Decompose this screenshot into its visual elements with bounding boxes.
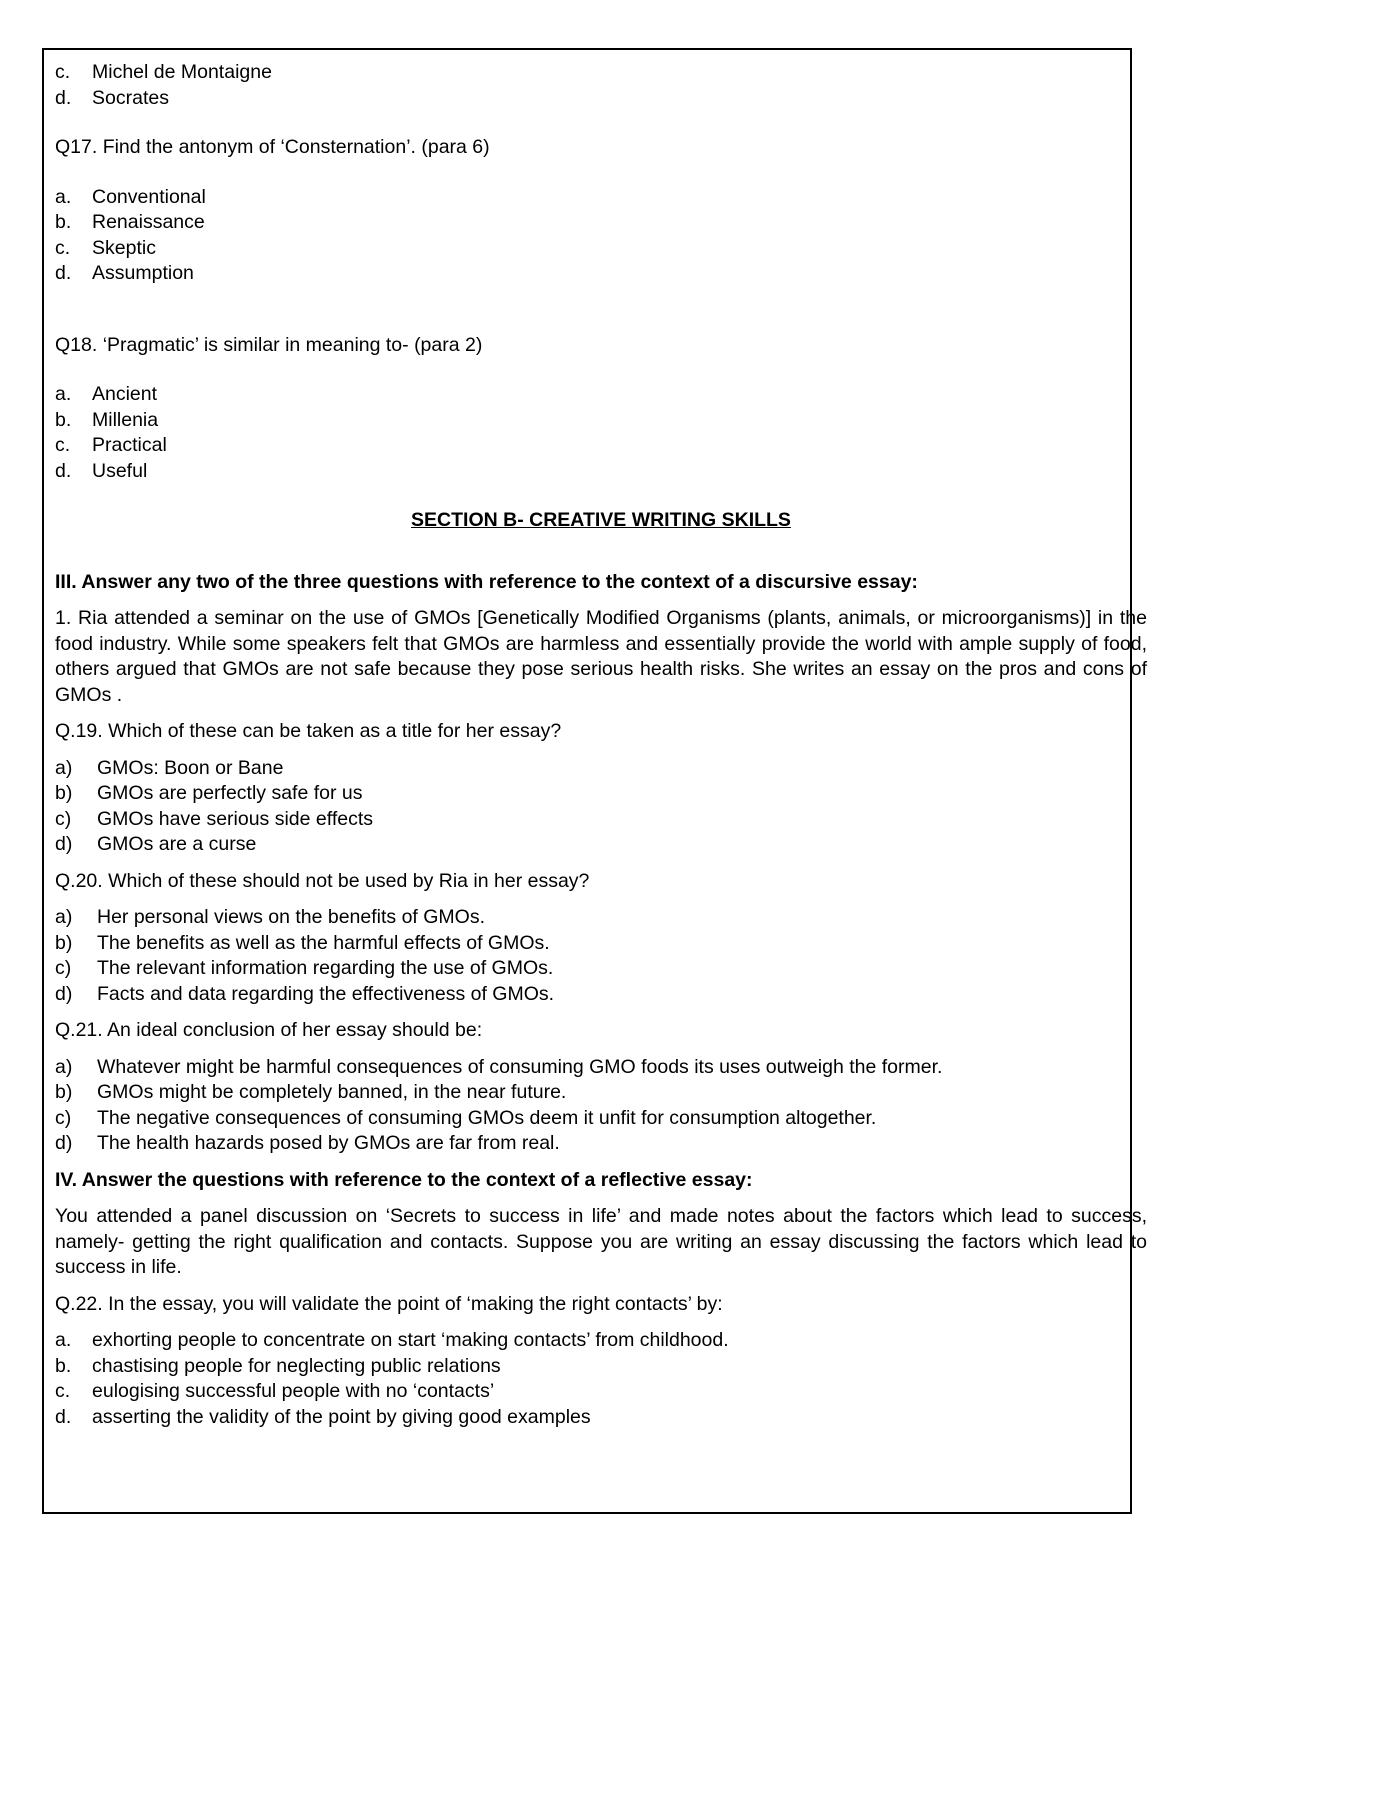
section-b-heading-text: SECTION B- CREATIVE WRITING SKILLS [411,509,791,531]
list-item [55,1405,1147,1431]
spacer [55,484,1147,508]
option-text: Millenia [92,408,159,431]
list-item [55,459,1147,485]
option-marker: b. [55,408,72,431]
q22-option-list [55,1328,1147,1430]
q20-option-list [55,905,1147,1007]
spacer [55,1044,1147,1055]
option-text: GMOs: Boon or Bane [97,756,284,779]
option-marker: d) [55,982,73,1005]
q19-option-list [55,756,1147,858]
option-marker: c. [55,61,71,83]
option-text: Michel de Montaigne [92,61,272,83]
list-item [55,60,1147,86]
list-item [55,905,1147,931]
option-marker: d) [55,833,73,855]
option-marker: c. [55,1380,71,1402]
list-item [55,210,1147,236]
option-marker: a. [55,185,72,208]
option-text: Assumption [92,262,194,284]
option-text: The health hazards posed by GMOs are far from real. [97,1132,560,1154]
option-marker: c) [55,1106,72,1129]
part-iii-context-paragraph: 1. Ria attended a seminar on the use of GMOs [Genetically Modified Organisms (plants, animals, or microorganisms)] in the food industry. While some speakers felt that GMOs are harmless and essentially provide the world with ample supply of food, others argued that GMOs are not safe because they pose serious health risks. She writes an essay on the pros and cons of GMOs . [55,607,1147,706]
option-text: GMOs are perfectly safe for us [97,782,363,804]
option-text: asserting the validity of the point by giving good examples [92,1405,591,1428]
spacer [55,595,1147,606]
option-text: Skeptic [92,236,156,259]
spacer [55,1007,1147,1018]
list-item [55,1080,1147,1106]
question-q22-prompt: Q.22. In the essay, you will validate the point of ‘making the right contacts’ by: [55,1292,723,1315]
list-item [55,236,1147,262]
spacer [55,1281,1147,1292]
question-q17-prompt: Q17. Find the antonym of ‘Consternation’. (para 6) [55,136,490,158]
list-item [55,756,1147,782]
option-marker: d) [55,1132,73,1154]
option-marker: d. [55,459,72,482]
spacer [55,1193,1147,1204]
option-marker: a) [55,756,73,779]
part-iv-context-paragraph: You attended a panel discussion on ‘Secrets to success in life’ and made notes about the factors which lead to success, namely- getting the right qualification and contacts. Suppose you are writing an essay discussing the factors which lead to success in life. [55,1205,1147,1278]
option-marker: a) [55,906,73,928]
list-item [55,185,1147,211]
list-item [55,807,1147,833]
option-text: Ancient [92,383,158,405]
option-marker: a. [55,1329,72,1351]
list-item [55,1106,1147,1132]
section-b-heading [55,508,1147,534]
list-item [55,931,1147,957]
option-marker: c. [55,434,71,456]
q18-option-list [55,382,1147,484]
option-text: exhorting people to concentrate on start ‘making contacts’ from childhood. [92,1329,729,1351]
list-item [55,1131,1147,1157]
option-text: chastising people for neglecting public relations [92,1354,501,1377]
list-item [55,982,1147,1008]
list-item [55,832,1147,858]
option-marker: a) [55,1055,73,1078]
option-marker: b. [55,1354,72,1377]
option-text: Practical [92,434,167,456]
spacer [55,858,1147,869]
spacer [55,1157,1147,1168]
option-marker: c) [55,807,72,830]
list-item [55,261,1147,287]
question-q18-prompt: Q18. ‘Pragmatic’ is similar in meaning to- (para 2) [55,333,483,356]
option-text: Socrates [92,86,169,109]
list-item [55,408,1147,434]
part-iv-heading: IV. Answer the questions with reference to the context of a reflective essay: [55,1168,753,1191]
spacer [55,161,1147,185]
option-text: Useful [92,459,148,482]
option-marker: b) [55,1081,73,1103]
spacer [55,358,1147,382]
spacer [55,894,1147,905]
question-q21-prompt: Q.21. An ideal conclusion of her essay should be: [55,1019,483,1041]
option-marker: a. [55,383,72,405]
list-item [55,781,1147,807]
list-item [55,1328,1147,1354]
list-item [55,956,1147,982]
option-marker: c) [55,957,72,979]
q21-option-list [55,1055,1147,1157]
option-marker: d. [55,86,72,109]
question-q19-prompt: Q.19. Which of these can be taken as a title for her essay? [55,720,562,742]
option-text: eulogising successful people with no ‘contacts’ [92,1380,495,1402]
option-text: Conventional [92,185,206,208]
page-content [55,60,1147,1430]
spacer [55,708,1147,719]
option-text: Whatever might be harmful consequences of consuming GMO foods its uses outweigh the former. [97,1055,943,1078]
list-item [55,382,1147,408]
option-marker: b. [55,211,72,233]
option-text: Facts and data regarding the effectiveness of GMOs. [97,982,555,1005]
option-text: The benefits as well as the harmful effects of GMOs. [97,931,550,954]
spacer [55,111,1147,135]
option-text: The relevant information regarding the use of GMOs. [97,957,554,979]
option-marker: d. [55,1405,72,1428]
option-text: GMOs might be completely banned, in the near future. [97,1081,567,1103]
list-item [55,86,1147,112]
spacer [55,1317,1147,1328]
question-q20-prompt: Q.20. Which of these should not be used by Ria in her essay? [55,869,590,892]
option-marker: d. [55,262,72,284]
part-iii-heading: III. Answer any two of the three questions with reference to the context of a discursive essay: [55,570,918,593]
option-marker: c. [55,236,71,259]
option-marker: b) [55,782,73,804]
q16-tail-option-list [55,60,1147,111]
q17-option-list [55,185,1147,287]
option-text: GMOs have serious side effects [97,807,374,830]
option-text: Her personal views on the benefits of GMOs. [97,906,486,928]
spacer [55,534,1147,570]
option-text: The negative consequences of consuming GMOs deem it unfit for consumption altogether. [97,1106,877,1129]
list-item [55,1379,1147,1405]
spacer [55,287,1147,333]
option-text: Renaissance [92,211,205,233]
option-marker: b) [55,931,73,954]
list-item [55,1354,1147,1380]
option-text: GMOs are a curse [97,833,257,855]
spacer [55,745,1147,756]
list-item [55,433,1147,459]
list-item [55,1055,1147,1081]
